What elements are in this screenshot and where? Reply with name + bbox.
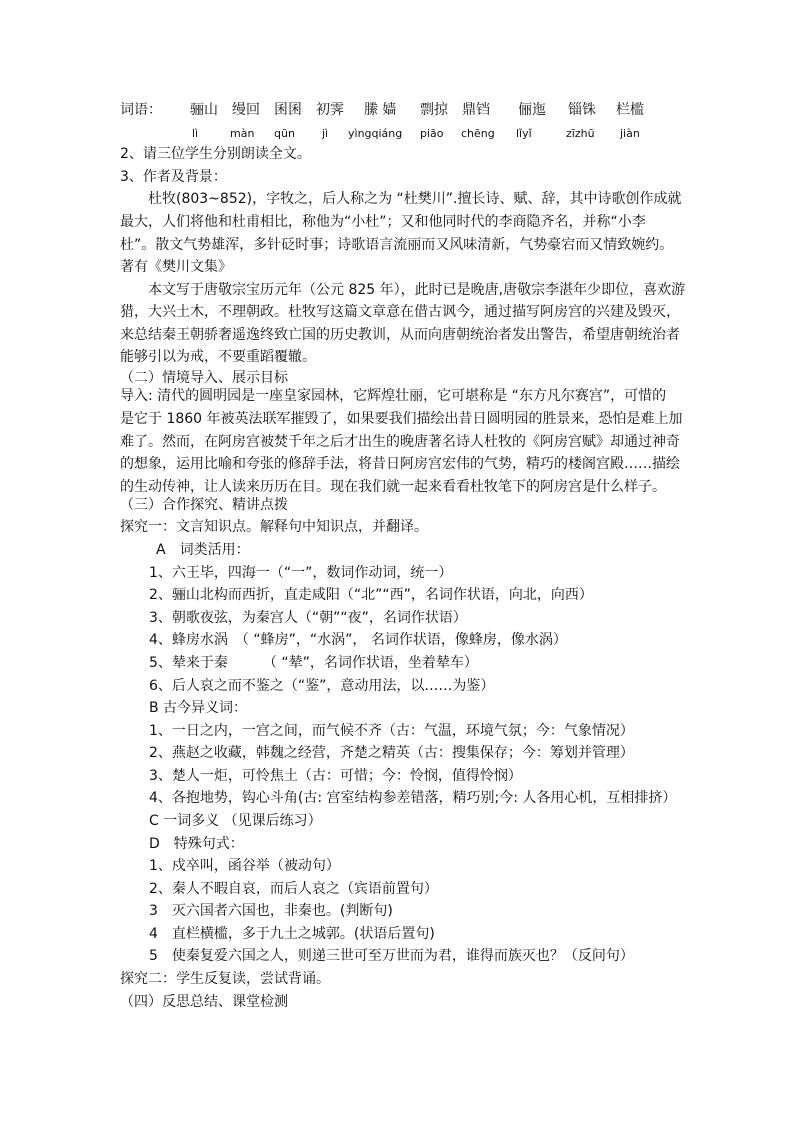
list-item: 1、戍卒叫，函谷举（被动句） bbox=[149, 858, 340, 874]
background-paragraph-line: 来总结秦王朝骄奢遥逸终致亡国的历史教训，从而向唐朝统治者发出警告，希望唐朝统治者 bbox=[120, 327, 680, 343]
vocab-word: 栏槛 bbox=[616, 102, 644, 118]
subsection-heading: B 古今异义词： bbox=[149, 700, 248, 716]
author-paragraph-line: 杜牧(803~852)，字牧之，后人称之为 “杜樊川”.擅长诗、赋、辞，其中诗歌创作成就 bbox=[148, 191, 682, 207]
vocab-word: 鼎铛 bbox=[462, 102, 490, 118]
vocab-pinyin: zīzhū bbox=[566, 127, 595, 140]
vocab-pinyin: màn bbox=[230, 127, 255, 140]
subsection-heading: D 特殊句式： bbox=[149, 836, 244, 852]
list-item: 6、后人哀之而不鉴之（“鉴”，意动用法，以……为鉴） bbox=[149, 678, 495, 694]
vocab-word: 缦回 bbox=[232, 102, 260, 118]
subsection-heading: A 词类活用： bbox=[156, 542, 250, 558]
vocab-word: 俪迤 bbox=[518, 102, 546, 118]
author-paragraph-line: 杜”。散文气势雄浑，多针砭时事；诗歌语言流丽而又风味清新，气势豪宕而又情致婉约。 bbox=[120, 237, 674, 253]
intro-paragraph-line: 的想象，运用比喻和夸张的修辞手法，将昔日阿房宫宏伟的气势，精巧的楼阁宫殿……描绘 bbox=[120, 456, 680, 472]
list-item: 1、六王毕，四海一（“一”，数词作动词，统一） bbox=[149, 565, 453, 581]
background-paragraph-line: 能够引以为戒，不要重蹈覆辙。 bbox=[120, 349, 316, 365]
list-item: 2、燕赵之收藏，韩魏之经营，齐楚之精英（古：搜集保存；今：筹划并管理） bbox=[149, 745, 634, 761]
intro-paragraph-line: 是它于 1860 年被英法联军摧毁了，如果要我们描绘出昔日圆明园的胜景来，恐怕是难上加 bbox=[120, 411, 683, 427]
list-item: 4、各抱地势，钩心斗角(古: 宫室结构参差错落，精巧别;今: 人各用心机，互相排挤） bbox=[149, 790, 677, 806]
author-paragraph-line: 著有《樊川文集》 bbox=[120, 259, 232, 275]
explore-two-heading: 探究二：学生反复读，尝试背诵。 bbox=[120, 971, 330, 987]
intro-paragraph-line: 导入: 清代的圆明园是一座皇家园林，它辉煌壮丽，它可堪称是 “东方凡尔赛宫”，可惜的 bbox=[120, 388, 667, 404]
vocab-pinyin: yìngqiáng bbox=[348, 127, 403, 140]
vocab-pinyin: lì bbox=[192, 127, 199, 140]
intro-paragraph-line: 难了。然而，在阿房宫被焚千年之后才出生的晚唐著名诗人杜牧的《阿房宫赋》却通过神奇 bbox=[120, 434, 680, 450]
vocab-word: 初霁 bbox=[316, 102, 344, 118]
vocab-label: 词语： bbox=[120, 102, 162, 118]
list-item: 3、楚人一炬，可怜焦土（古：可惜；今：怜悯，值得怜悯） bbox=[149, 768, 522, 784]
list-item: 4、蜂房水涡 （ “蜂房”，“水涡”， 名词作状语，像蜂房，像水涡） bbox=[149, 632, 567, 648]
vocab-word: 縢 嫱 bbox=[364, 102, 397, 118]
vocab-word: 剽掠 bbox=[420, 102, 448, 118]
list-item: 1、一日之内，一宫之间，而气候不齐（古：气温，环境气氛；今：气象情况） bbox=[149, 723, 634, 739]
list-item: 5 使秦复爱六国之人，则递三世可至万世而为君，谁得而族灭也？（反问句） bbox=[149, 948, 634, 964]
section-heading: （三）合作探究、精讲点拨 bbox=[120, 497, 288, 513]
list-item: 3、朝歌夜弦，为秦宫人（“朝”“夜”，名词作状语） bbox=[149, 610, 467, 626]
vocab-pinyin: piāo bbox=[420, 127, 444, 140]
vocab-pinyin: qūn bbox=[274, 127, 295, 140]
intro-paragraph-line: 的生动传神，让人读来历历在目。现在我们就一起来看看杜牧笔下的阿房宫是什么样子。 bbox=[120, 479, 666, 495]
vocab-pinyin: jiàn bbox=[620, 127, 640, 140]
list-item: 2、骊山北构而西折，直走咸阳（“北”“西”，名词作状语，向北，向西） bbox=[149, 587, 593, 603]
author-paragraph-line: 最大，人们将他和杜甫相比，称他为“小杜”；又和他同时代的李商隐齐名，并称“小李 bbox=[120, 214, 646, 230]
section-heading: （二）情境导入、展示目标 bbox=[120, 370, 288, 386]
list-item: 3 灭六国者六国也，非秦也。(判断句) bbox=[149, 903, 393, 919]
list-item: 4 直栏横槛，多于九土之城郭。(状语后置句) bbox=[149, 926, 435, 942]
subsection-heading: C 一词多义 （见课后练习） bbox=[149, 813, 322, 829]
background-paragraph-line: 猎，大兴土木，不理朝政。杜牧写这篇文章意在借古讽今，通过描写阿房宫的兴建及毁灭， bbox=[120, 304, 680, 320]
vocab-pinyin: chēng bbox=[461, 127, 495, 140]
vocab-word: 骊山 bbox=[190, 102, 218, 118]
vocab-word: 囷囷 bbox=[274, 102, 302, 118]
background-paragraph-line: 本文写于唐敬宗宝历元年（公元 825 年），此时已是晚唐,唐敬宗李湛年少即位，喜欢游 bbox=[148, 282, 686, 298]
vocab-pinyin: lǐyǐ bbox=[516, 127, 532, 140]
step-reading: 2、请三位学生分别朗读全文。 bbox=[120, 146, 311, 162]
list-item: 2、秦人不暇自哀，而后人哀之（宾语前置句） bbox=[149, 881, 438, 897]
list-item: 5、辇来于秦 （ “辇”，名词作状语，坐着辇车） bbox=[149, 655, 478, 671]
section-author-heading: 3、作者及背景： bbox=[120, 169, 227, 185]
vocab-word: 锱铢 bbox=[568, 102, 596, 118]
section-heading: （四）反思总结、课堂检测 bbox=[120, 994, 288, 1010]
explore-one-heading: 探究一：文言知识点。解释句中知识点，并翻译。 bbox=[120, 519, 428, 535]
vocab-pinyin: jì bbox=[322, 127, 329, 140]
